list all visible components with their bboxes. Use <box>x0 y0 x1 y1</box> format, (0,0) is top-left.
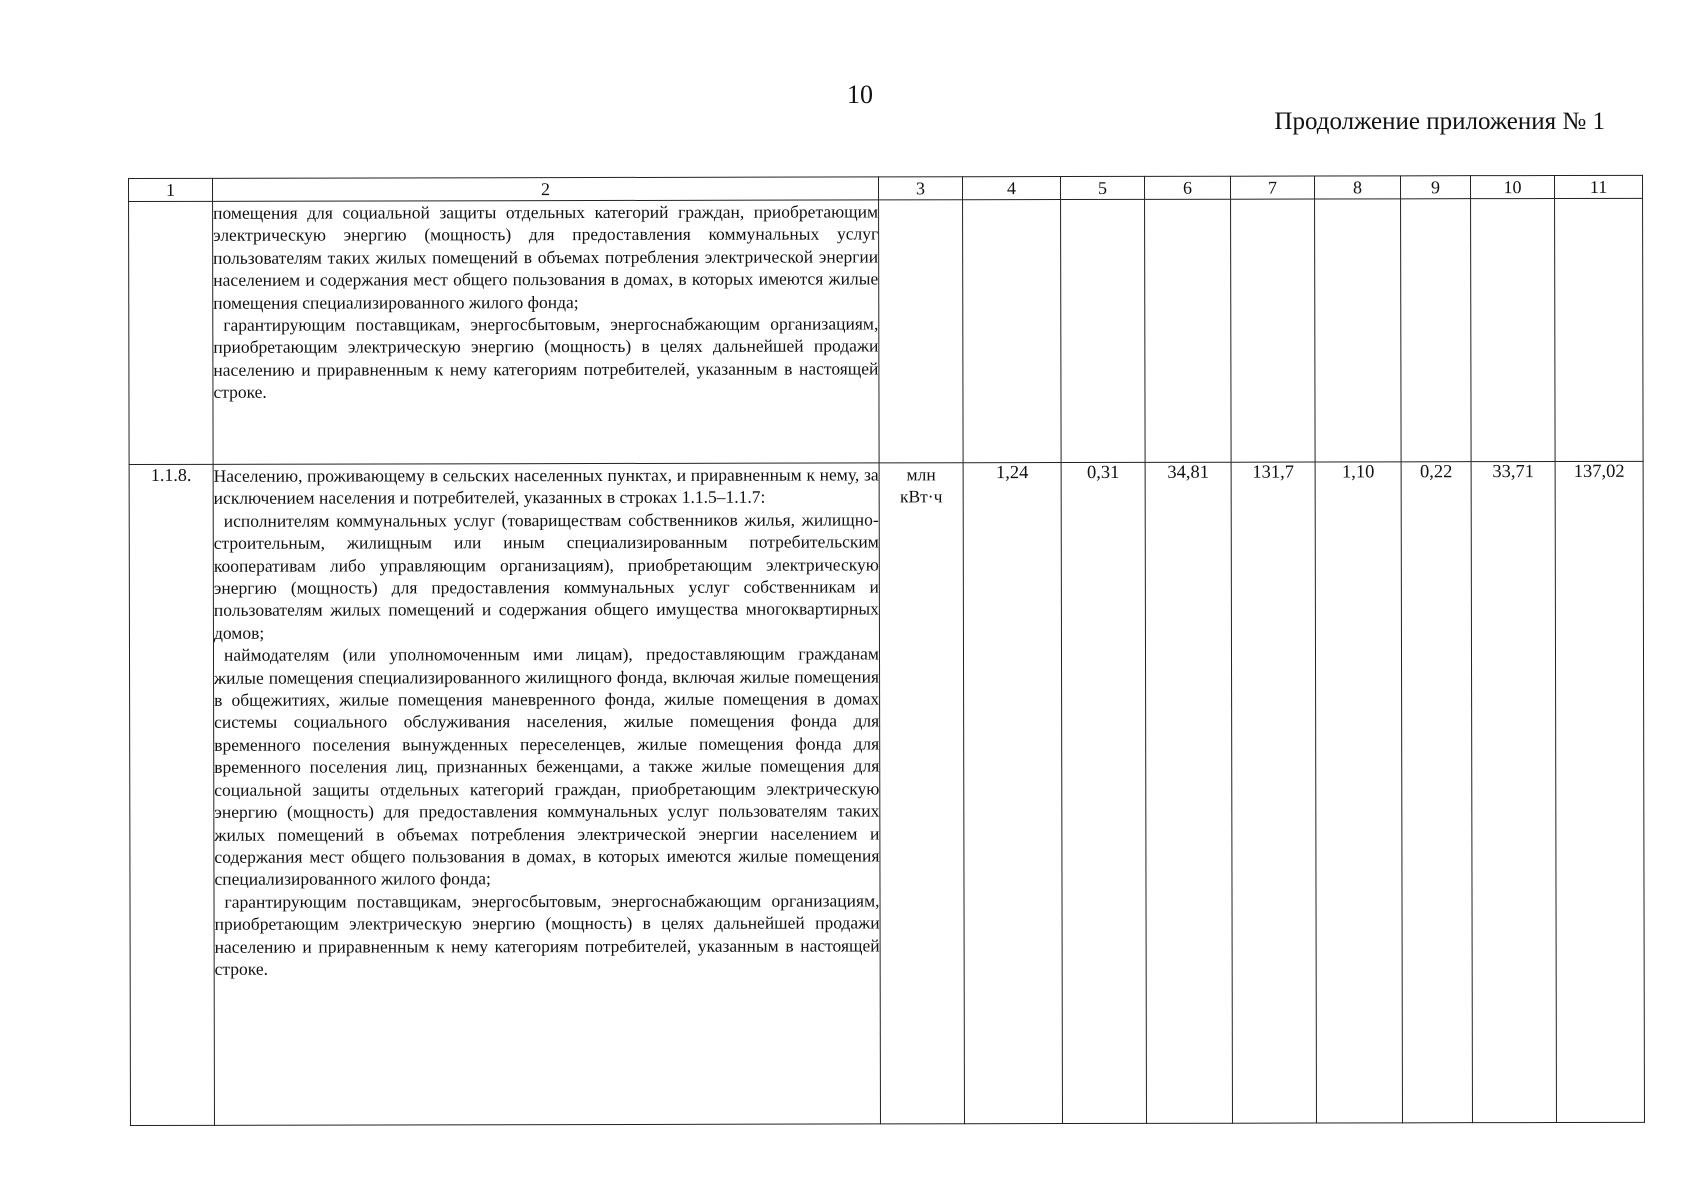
column-number: 4 <box>962 177 1060 200</box>
page-number: 10 <box>847 80 873 109</box>
row-description <box>213 200 880 464</box>
column-number: 6 <box>1144 176 1230 199</box>
column-number: 5 <box>1060 176 1144 199</box>
empty-cell <box>1315 199 1402 462</box>
row-code <box>129 201 214 464</box>
column-number: 11 <box>1554 175 1642 198</box>
description-paragraph: Населению, проживающему в сельских населенных пунктах, и приравненным к нему, за исключением населения и потребителей, указанных в строках 1.1.5–1.1.7: <box>213 464 879 509</box>
empty-cell <box>1555 198 1644 461</box>
column-number: 8 <box>1314 176 1400 199</box>
table-row <box>129 198 1644 464</box>
appendix-table <box>128 175 1645 1126</box>
appendix-continuation-title: Продолжение приложения № 1 <box>1274 108 1605 135</box>
column-number: 10 <box>1470 176 1554 199</box>
empty-cell <box>879 200 964 463</box>
value-cell: 131,7 <box>1231 462 1316 1123</box>
description-paragraph: гарантирующим поставщикам, энергосбытовым, энергоснабжающим организациям, приобретающим электрическую энергию (мощность) в целях дальнейшей продажи населению и приравненным к нему категориям потребителей, указанным в настоящей строке. <box>214 890 880 979</box>
column-number: 2 <box>213 177 879 201</box>
column-number-row <box>129 175 1643 201</box>
description-paragraph: наймодателям (или уполномоченным ими лицам), предоставляющим гражданам жилые помещения специализированного жилищного фонда, включая жилые помещения в общежитиях, жилые помещения маневренного фонда, жилые помещения в домах системы социального обслуживания населения, жилые помещения фонда для временного поселения вынужденных переселенцев, жилые помещения фонда для временного поселения лиц, признанных беженцами, а также жилые помещения для социальной защиты отдельных категорий граждан, приобретающим электрическую энергию (мощность) для предоставления коммунальных услуг пользователям таких жилых помещений в объемах потребления электрической энергии населением и содержания мест общего пользования в домах, в которых имеются жилые помещения специализированного жилого фонда; <box>214 643 880 890</box>
value-cell: 1,24 <box>963 463 1062 1124</box>
empty-cell <box>1145 199 1232 462</box>
empty-cell <box>1061 199 1146 462</box>
value-cell: 33,71 <box>1471 462 1556 1123</box>
column-number: 7 <box>1230 176 1314 199</box>
description-paragraph: помещения для социальной защиты отдельных категорий граждан, приобретающим электрическую энергию (мощность) для предоставления коммунальных услуг пользователям таких жилых помещений в объемах потребления электрической энергии населением и содержания мест общего пользования в домах, в которых имеются жилые помещения специализированного жилого фонда; <box>213 201 879 313</box>
value-cell: 34,81 <box>1145 462 1232 1123</box>
column-number: 1 <box>129 178 213 201</box>
unit-cell <box>879 463 964 1124</box>
description-paragraph: гарантирующим поставщикам, энергосбытовым, энергоснабжающим организациям, приобретающим электрическую энергию (мощность) в целях дальнейшей продажи населению и приравненным к нему категориям потребителей, указанным в настоящей строке. <box>213 313 879 403</box>
row-code: 1.1.8. <box>129 464 214 1125</box>
row-description <box>213 463 880 1125</box>
value-cell: 137,02 <box>1555 461 1644 1122</box>
empty-cell <box>1231 199 1316 462</box>
unit-line: млн <box>906 464 936 485</box>
empty-cell <box>1471 199 1556 462</box>
table-row <box>129 461 1644 1125</box>
value-cell: 0,31 <box>1061 462 1146 1123</box>
column-number: 3 <box>878 177 962 200</box>
value-cell: 1,10 <box>1315 462 1402 1123</box>
value-cell: 0,22 <box>1401 462 1472 1123</box>
empty-cell <box>963 200 1062 463</box>
empty-cell <box>1401 199 1472 462</box>
column-number: 9 <box>1400 176 1470 199</box>
description-paragraph: исполнителям коммунальных услуг (товариществам собственников жилья, жилищно-строительным, жилищным или иным специализированным потребительским кооперативам либо управляющим организациям), приобретающим электрическую энергию (мощность) для предоставления коммунальных услуг собственникам и пользователям жилых помещений и содержания общего имущества многоквартирных домов; <box>213 509 879 643</box>
unit-line: кВт·ч <box>899 486 943 507</box>
